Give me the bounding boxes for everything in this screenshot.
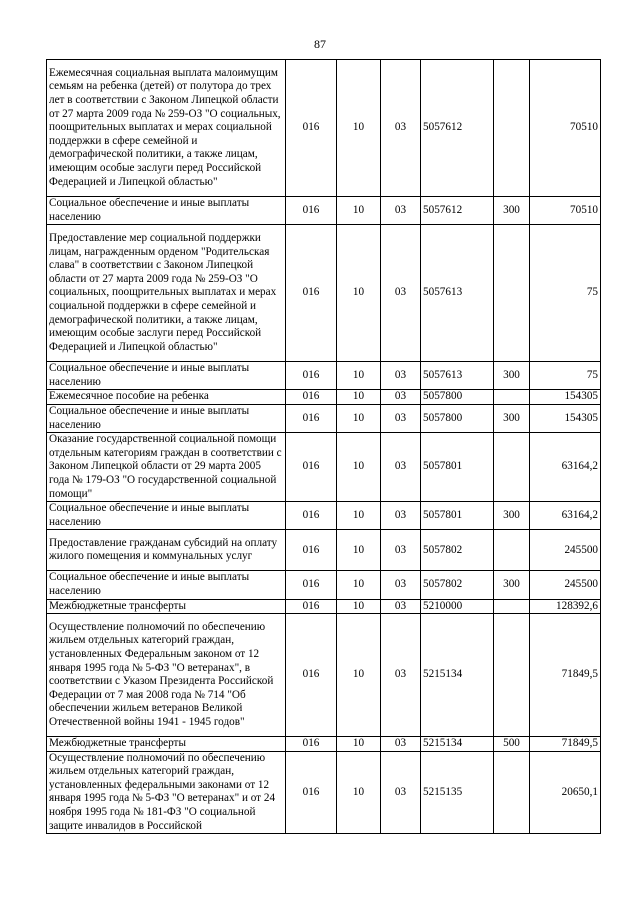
row-expense-type-code: 300 — [494, 404, 530, 432]
row-subsection-code: 03 — [381, 404, 421, 432]
row-section-code: 10 — [337, 404, 381, 432]
table-row — [47, 404, 601, 432]
row-amount: 20650,1 — [530, 751, 601, 834]
row-section-code: 10 — [337, 614, 381, 737]
table-row — [47, 362, 601, 390]
row-expense-type-code — [494, 599, 530, 614]
row-subsection-code: 03 — [381, 614, 421, 737]
row-subsection-code: 03 — [381, 502, 421, 530]
row-expense-type-code: 500 — [494, 737, 530, 752]
row-target-article-code: 5057800 — [421, 390, 494, 405]
row-ved-code: 016 — [286, 599, 337, 614]
row-section-code: 10 — [337, 433, 381, 502]
row-ved-code: 016 — [286, 614, 337, 737]
row-section-code: 10 — [337, 390, 381, 405]
row-ved-code: 016 — [286, 751, 337, 834]
row-section-code: 10 — [337, 737, 381, 752]
row-name: Социальное обеспечение и иные выплаты населению — [47, 404, 286, 432]
row-expense-type-code: 300 — [494, 502, 530, 530]
row-amount: 245500 — [530, 571, 601, 599]
row-subsection-code: 03 — [381, 433, 421, 502]
row-target-article-code: 5057612 — [421, 197, 494, 225]
row-name: Социальное обеспечение и иные выплаты населению — [47, 571, 286, 599]
row-subsection-code: 03 — [381, 599, 421, 614]
row-section-code: 10 — [337, 60, 381, 197]
row-name: Осуществление полномочий по обеспечению жильем отдельных категорий граждан, установленных федеральными законами от 12 января 1995 года № 5-ФЗ "О ветеранах" и от 24 ноября 1995 года № 181-ФЗ "О социальной защите инвалидов в Российской — [47, 751, 286, 834]
row-ved-code: 016 — [286, 571, 337, 599]
row-expense-type-code — [494, 614, 530, 737]
row-name: Ежемесячное пособие на ребенка — [47, 390, 286, 405]
row-expense-type-code: 300 — [494, 197, 530, 225]
row-name: Социальное обеспечение и иные выплаты населению — [47, 502, 286, 530]
row-amount: 128392,6 — [530, 599, 601, 614]
row-subsection-code: 03 — [381, 60, 421, 197]
row-expense-type-code — [494, 751, 530, 834]
row-target-article-code: 5215134 — [421, 614, 494, 737]
row-expense-type-code: 300 — [494, 362, 530, 390]
row-name: Социальное обеспечение и иные выплаты населению — [47, 362, 286, 390]
row-expense-type-code — [494, 60, 530, 197]
row-expense-type-code: 300 — [494, 571, 530, 599]
row-subsection-code: 03 — [381, 362, 421, 390]
row-expense-type-code — [494, 225, 530, 362]
row-name: Ежемесячная социальная выплата малоимущим семьям на ребенка (детей) от полутора до трех лет в соответствии с Законом Липецкой области от 27 марта 2009 года № 259-ОЗ "О социальных, поощрительных выплатах и мерах социальной поддержки в сфере семейной и демографической политики, а также лицам, имеющим особые заслуги перед Российской Федерацией и Липецкой областью" — [47, 60, 286, 197]
row-subsection-code: 03 — [381, 530, 421, 571]
row-target-article-code: 5057800 — [421, 404, 494, 432]
row-subsection-code: 03 — [381, 571, 421, 599]
table-row — [47, 599, 601, 614]
row-target-article-code: 5057802 — [421, 530, 494, 571]
row-target-article-code: 5057613 — [421, 225, 494, 362]
row-name: Предоставление мер социальной поддержки лицам, награжденным орденом "Родительская слава" в соответствии с Законом Липецкой области от 27 марта 2009 года № 259-ОЗ "О социальных, поощрительных выплатах и мерах социальной поддержки в сфере семейной и демографической политики, а также лицам, имеющим особые заслуги перед Российской Федерацией и Липецкой областью" — [47, 225, 286, 362]
row-name: Межбюджетные трансферты — [47, 599, 286, 614]
table-row — [47, 502, 601, 530]
row-target-article-code: 5210000 — [421, 599, 494, 614]
row-amount: 70510 — [530, 60, 601, 197]
row-subsection-code: 03 — [381, 751, 421, 834]
row-ved-code: 016 — [286, 60, 337, 197]
row-name: Межбюджетные трансферты — [47, 737, 286, 752]
row-amount: 63164,2 — [530, 433, 601, 502]
row-expense-type-code — [494, 433, 530, 502]
row-amount: 245500 — [530, 530, 601, 571]
row-target-article-code: 5215135 — [421, 751, 494, 834]
table-row — [47, 530, 601, 571]
table-row — [47, 390, 601, 405]
row-name: Оказание государственной социальной помощи отдельным категориям граждан в соответствии с Законом Липецкой области от 29 марта 2005 года № 179-ОЗ "О государственной социальной помощи" — [47, 433, 286, 502]
table-row — [47, 571, 601, 599]
row-section-code: 10 — [337, 502, 381, 530]
row-amount: 154305 — [530, 404, 601, 432]
row-target-article-code: 5057612 — [421, 60, 494, 197]
row-ved-code: 016 — [286, 390, 337, 405]
table-row — [47, 225, 601, 362]
table-row — [47, 614, 601, 737]
row-section-code: 10 — [337, 197, 381, 225]
row-section-code: 10 — [337, 225, 381, 362]
row-target-article-code: 5057802 — [421, 571, 494, 599]
row-ved-code: 016 — [286, 404, 337, 432]
row-ved-code: 016 — [286, 502, 337, 530]
table-row — [47, 197, 601, 225]
budget-table — [46, 59, 601, 834]
row-target-article-code: 5057801 — [421, 433, 494, 502]
table-row — [47, 433, 601, 502]
row-target-article-code: 5215134 — [421, 737, 494, 752]
row-section-code: 10 — [337, 571, 381, 599]
row-ved-code: 016 — [286, 737, 337, 752]
row-ved-code: 016 — [286, 530, 337, 571]
row-amount: 63164,2 — [530, 502, 601, 530]
row-ved-code: 016 — [286, 433, 337, 502]
row-section-code: 10 — [337, 751, 381, 834]
row-section-code: 10 — [337, 362, 381, 390]
row-name: Осуществление полномочий по обеспечению жильем отдельных категорий граждан, установленных Федеральным законом от 12 января 1995 года № 5-ФЗ "О ветеранах", в соответствии с Указом Президента Российской Федерации от 7 мая 2008 года № 714 "Об обеспечении жильем ветеранов Великой Отечественной войны 1941 - 1945 годов" — [47, 614, 286, 737]
row-expense-type-code — [494, 530, 530, 571]
row-name: Предоставление гражданам субсидий на оплату жилого помещения и коммунальных услуг — [47, 530, 286, 571]
row-target-article-code: 5057613 — [421, 362, 494, 390]
row-subsection-code: 03 — [381, 390, 421, 405]
row-amount: 70510 — [530, 197, 601, 225]
row-amount: 71849,5 — [530, 737, 601, 752]
row-amount: 75 — [530, 362, 601, 390]
row-section-code: 10 — [337, 599, 381, 614]
row-expense-type-code — [494, 390, 530, 405]
table-row — [47, 60, 601, 197]
row-ved-code: 016 — [286, 225, 337, 362]
page-number: 87 — [314, 37, 326, 51]
row-subsection-code: 03 — [381, 225, 421, 362]
row-amount: 71849,5 — [530, 614, 601, 737]
row-name: Социальное обеспечение и иные выплаты населению — [47, 197, 286, 225]
row-section-code: 10 — [337, 530, 381, 571]
row-ved-code: 016 — [286, 362, 337, 390]
row-ved-code: 016 — [286, 197, 337, 225]
row-subsection-code: 03 — [381, 197, 421, 225]
table-row — [47, 751, 601, 834]
row-subsection-code: 03 — [381, 737, 421, 752]
row-amount: 75 — [530, 225, 601, 362]
row-target-article-code: 5057801 — [421, 502, 494, 530]
row-amount: 154305 — [530, 390, 601, 405]
table-row — [47, 737, 601, 752]
